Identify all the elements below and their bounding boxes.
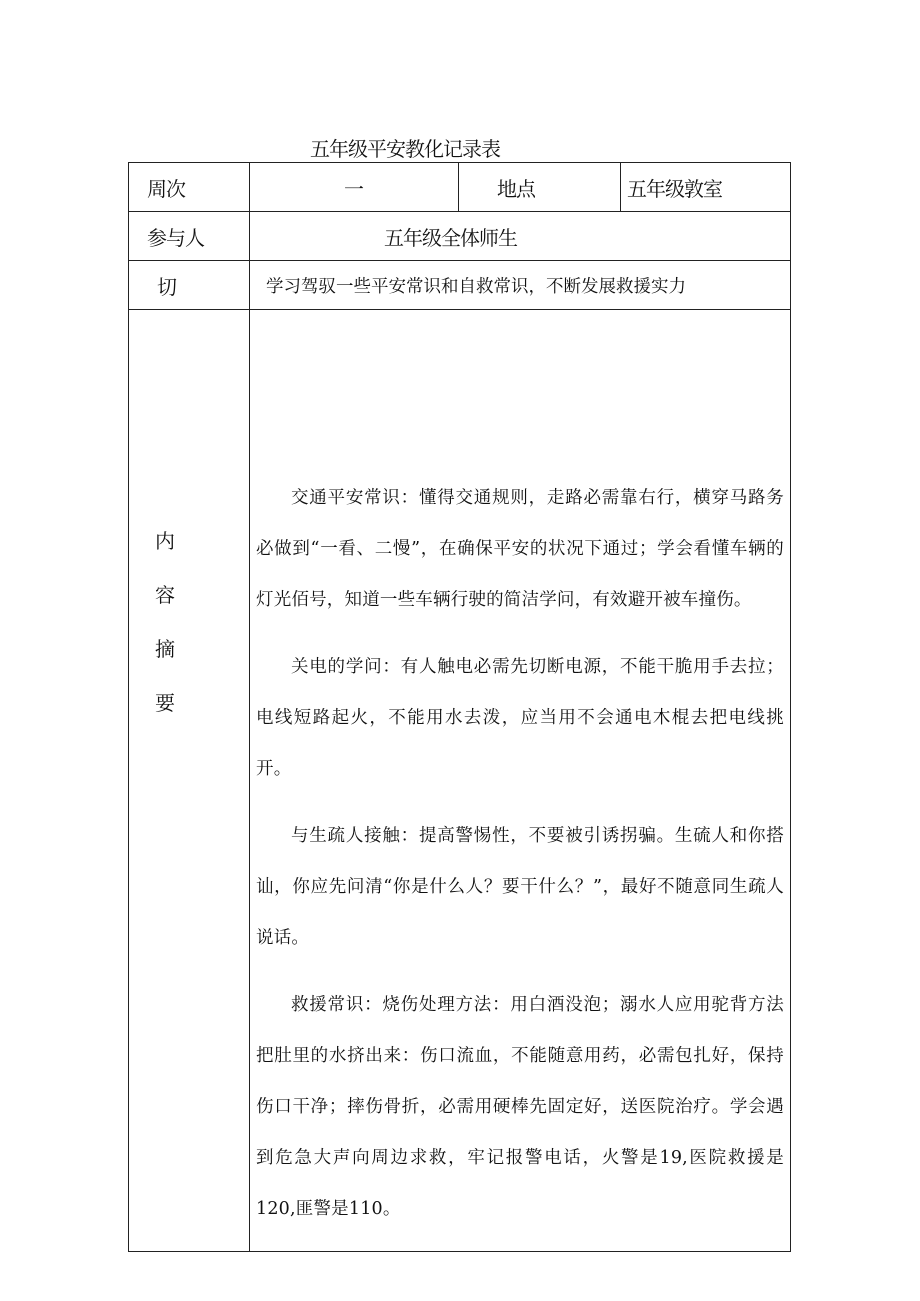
record-table bbox=[128, 162, 791, 1252]
objective-label: 切 bbox=[129, 261, 250, 310]
week-value: 一 bbox=[250, 163, 459, 212]
content-label-char: 摘 bbox=[155, 637, 174, 661]
content-paragraph: 与生疏人接触：提高警惕性，不要被引诱拐骗。生硫人和你搭讪，你应先问清“你是什么人？要干什么？”，最好不随意同生疏人说话。 bbox=[256, 826, 784, 948]
row-week-location bbox=[129, 163, 791, 212]
content-label-char: 容 bbox=[155, 583, 174, 607]
content-label bbox=[155, 514, 249, 730]
content-summary bbox=[256, 473, 784, 1235]
content-paragraph: 救援常识：烧伤处理方法：用白酒没泡；溺水人应用驼背方法把肚里的水挤出来：伤口流血，不能随意用药，必需包扎好，保持伤口干净；摔伤骨折，必需用硬棒先固定好，送医院治疗。学会遇到危急大声向周边求救，牢记报警电话，火警是19,医院救援是120,匪警是110。 bbox=[256, 995, 784, 1219]
row-content bbox=[129, 310, 791, 1252]
content-label-cell bbox=[129, 310, 250, 1252]
objective-value: 学习驾驭一些平安常识和自救常识，不断发展救援实力 bbox=[250, 261, 791, 310]
content-label-char: 内 bbox=[155, 529, 174, 553]
content-paragraph: 关电的学问：有人触电必需先切断电源，不能干脆用手去拉；电线短路起火，不能用水去泼，应当用不会通电木棍去把电线挑开。 bbox=[256, 657, 784, 779]
document-title: 五年级平安教化记录表 bbox=[310, 137, 500, 161]
participants-label: 参与人 bbox=[129, 212, 250, 261]
participants-value: 五年级全体师生 bbox=[250, 212, 791, 261]
row-participants bbox=[129, 212, 791, 261]
location-label: 地点 bbox=[459, 163, 621, 212]
content-summary-cell bbox=[250, 310, 791, 1252]
week-label: 周次 bbox=[129, 163, 250, 212]
location-value: 五年级敦室 bbox=[621, 163, 791, 212]
row-objective bbox=[129, 261, 791, 310]
content-label-char: 要 bbox=[155, 691, 174, 715]
content-paragraph: 交通平安常识：懂得交通规则，走路必需靠右行，横穿马路务必做到“一看、二慢”，在确保平安的状况下通过；学会看懂车辆的灯光佰号，知道一些车辆行驶的简洁学问，有效避开被车撞伤。 bbox=[256, 488, 784, 610]
